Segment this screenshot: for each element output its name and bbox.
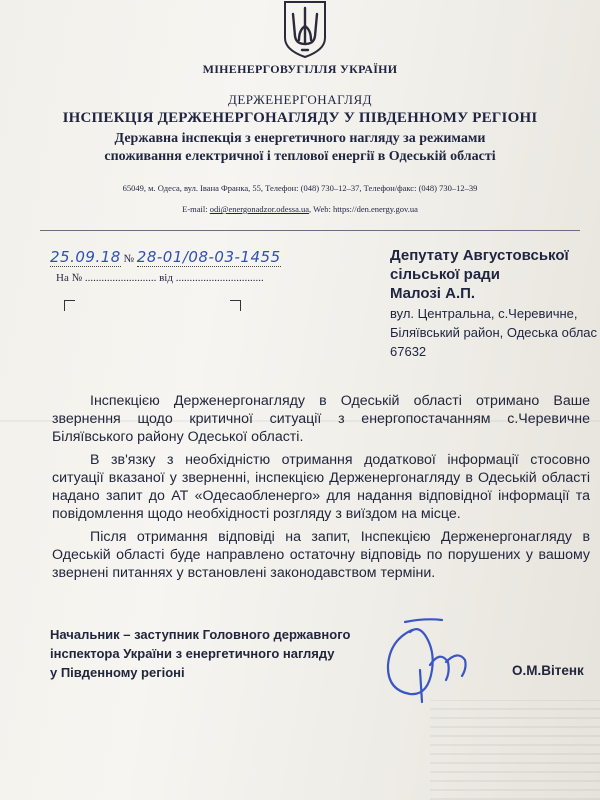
handwritten-date: 25.09.18 — [50, 248, 121, 266]
bleed-through-texture — [430, 700, 600, 800]
signer-title-line-1: Начальник – заступник Головного державного — [50, 627, 351, 642]
handwritten-number: 28-01/08-03-1455 — [136, 248, 281, 266]
addressee-district: Біляївський район, Одеська облас — [390, 325, 598, 340]
addressee-block — [390, 246, 600, 360]
corner-mark-right — [230, 300, 241, 311]
from-dots: ................................ — [175, 272, 264, 284]
body-paragraph-2: В зв'язку з необхідністю отримання додаткової інформації стосовно ситуації вказаної у зверненні, інспекцією Держенергонагляду в Одеській області надано запит до АТ «Одесаобленерго» для надання відповідної інформації та повідомлення щодо необхідності розгляду з виїздом на місце. — [52, 452, 590, 522]
email-label: E-mail: — [182, 204, 208, 214]
state-inspection-line-2: споживання електричної і теплової енергії в Одеській області — [104, 149, 496, 164]
addressee-street: вул. Центральна, с.Черевичне, — [390, 306, 578, 321]
incoming-reference — [56, 272, 264, 284]
body-paragraph-1: Інспекцією Держенергонагляду в Одеській області отримано Ваше звернення щодо критичної ситуації з енергопостачанням с.Черевичне Біляївського району Одеської області. — [52, 393, 590, 445]
addressee-name: Малозі А.П. — [390, 285, 476, 302]
incoming-dots: .......................... — [84, 272, 157, 284]
inspection-title: ІНСПЕКЦІЯ ДЕРЖЕНЕРГОНАГЛЯДУ У ПІВДЕННОМУ РЕГІОНІ — [62, 110, 538, 126]
handwritten-signature — [370, 610, 480, 705]
addressee-line-1: Депутату Августовської — [390, 247, 569, 264]
email-link[interactable]: odi@energonadzor.odessa.ua — [209, 204, 310, 214]
from-label: від — [159, 272, 173, 284]
addressee-line-2: сільської ради — [390, 266, 500, 283]
signer-title-line-3: у Південному регіоні — [50, 665, 185, 680]
ministry-name: МІНЕНЕРГОВУГІЛЛЯ УКРАЇНИ — [202, 62, 398, 76]
signer-title — [50, 625, 390, 682]
number-label: № — [123, 253, 135, 265]
web-label: , Web: — [309, 204, 331, 214]
web-link[interactable]: https://den.energy.gov.ua — [332, 204, 418, 214]
contacts-line — [0, 204, 600, 214]
agency-name: ДЕРЖЕНЕРГОНАГЛЯД — [228, 92, 372, 107]
addressee-postal-code: 67632 — [390, 344, 427, 359]
incoming-label: На № — [56, 272, 83, 284]
state-inspection-name — [0, 130, 600, 166]
signer-name: О.М.Вітенк — [512, 663, 584, 678]
outgoing-reference — [50, 248, 281, 267]
signer-title-line-2: інспектора України з енергетичного нагляду — [50, 646, 335, 661]
postal-address: 65049, м. Одеса, вул. Івана Франка, 55, Телефон: (048) 730–12–37, Телефон/факс: (048) 730–12–39 — [122, 183, 478, 193]
header-divider — [40, 230, 580, 231]
corner-mark-left — [64, 300, 75, 311]
body-paragraph-3: Після отримання відповіді на запит, Інспекцією Держенергонагляду в Одеській області буде направлено остаточну відповідь по порушених у вашому звернені питаннях у встановлені законодавством терміни. — [52, 529, 590, 581]
trident-emblem-icon — [282, 0, 328, 58]
letter-body — [52, 392, 590, 587]
state-inspection-line-1: Державна інспекція з енергетичного нагляду за режимами — [114, 131, 486, 146]
